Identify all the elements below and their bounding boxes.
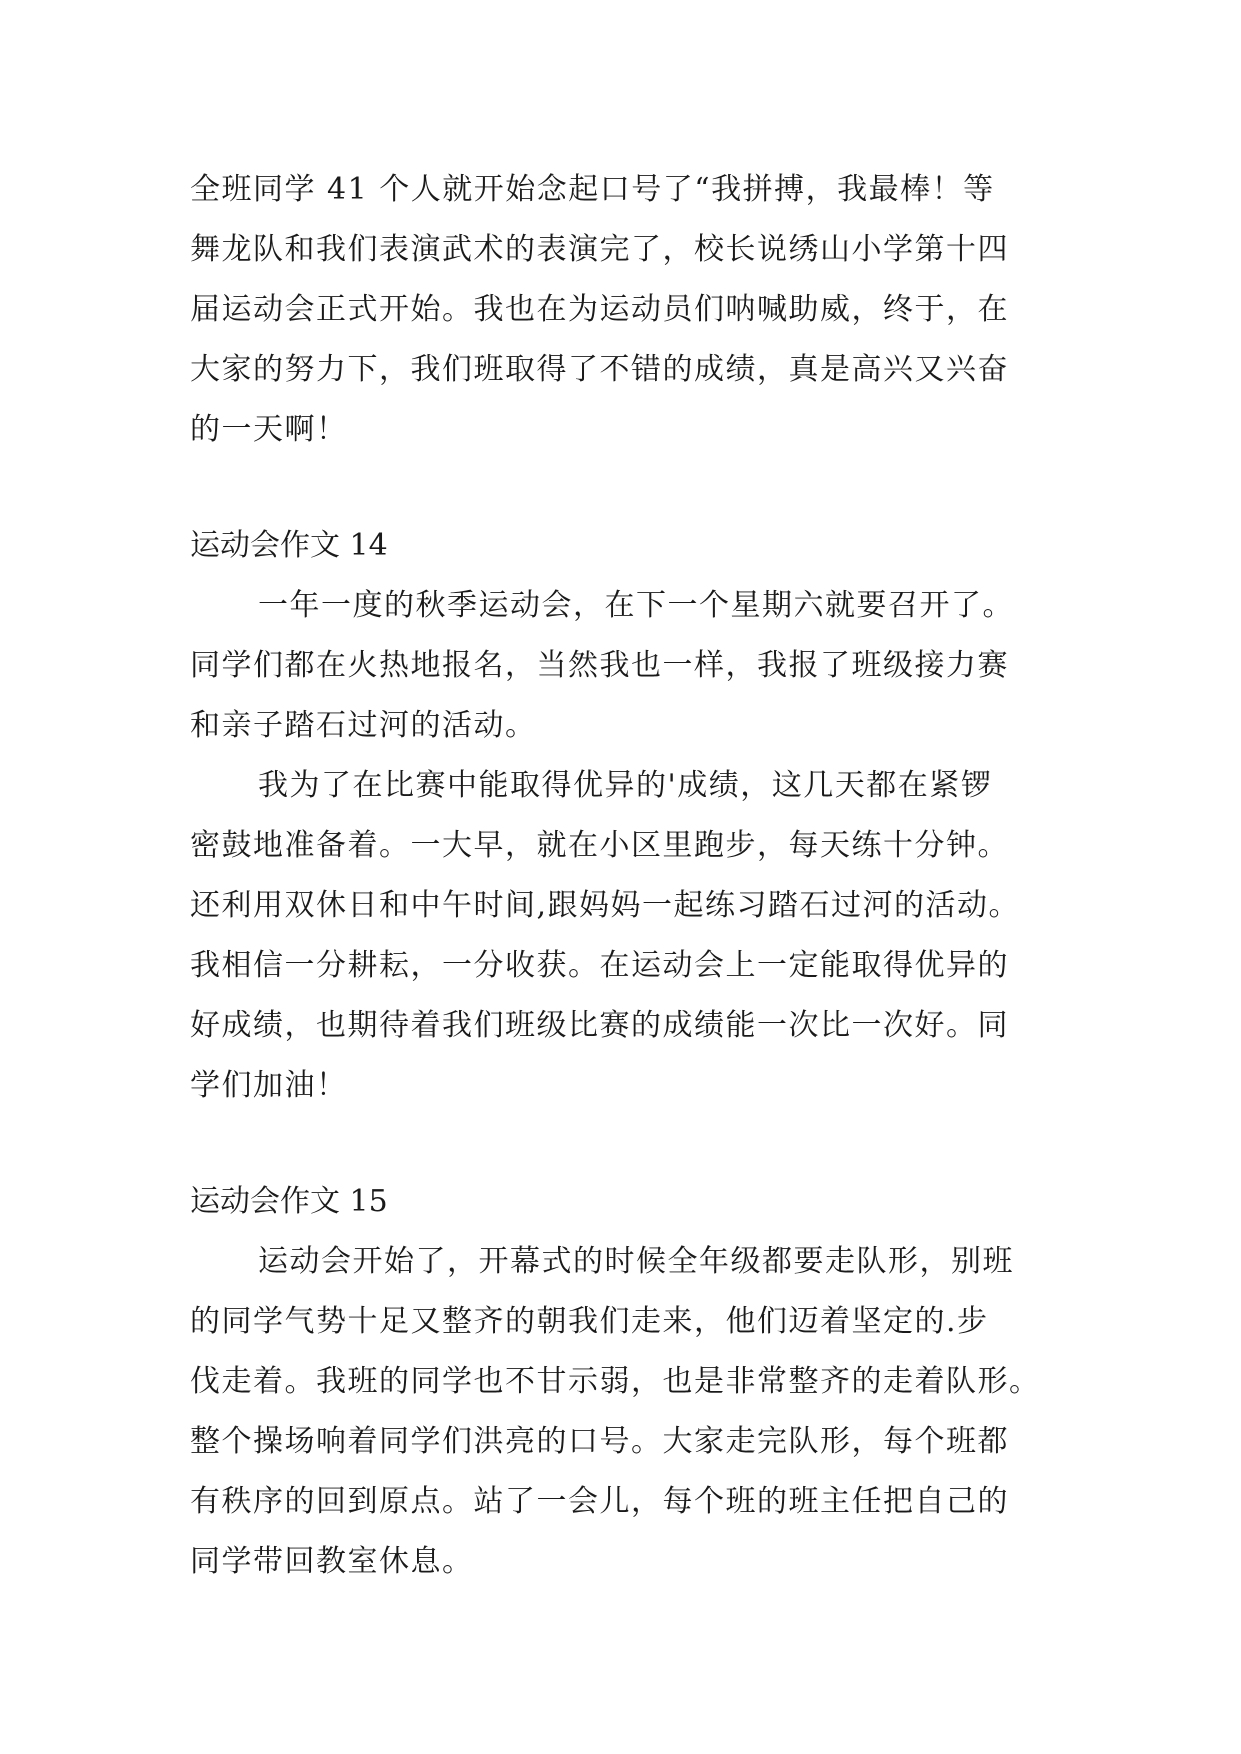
text-line: 一年一度的秋季运动会，在下一个星期六就要召开了。 [258,588,1014,623]
text-line: 大家的努力下，我们班取得了不错的成绩，真是高兴又兴奋 [190,352,1009,387]
text-line: 伐走着。我班的同学也不甘示弱，也是非常整齐的走着队形。 [190,1364,1041,1399]
section-gap [190,1116,1060,1172]
paragraph [190,576,1060,756]
text-line: 还利用双休日和中午时间,跟妈妈一起练习踏石过河的活动。 [190,888,1021,923]
text-line: 好成绩，也期待着我们班级比赛的成绩能一次比一次好。同 [190,1008,1009,1043]
text-line: 和亲子踏石过河的活动。 [190,708,537,743]
text-line: 我为了在比赛中能取得优异的'成绩，这几天都在紧锣 [258,768,993,803]
essay-13-ending [190,160,1060,460]
text-line: 有秩序的回到原点。站了一会儿，每个班的班主任把自己的 [190,1484,1009,1519]
essay-14 [190,516,1060,1116]
essay-title: 运动会作文 14 [190,528,388,563]
text-line: 整个操场响着同学们洪亮的口号。大家走完队形，每个班都 [190,1424,1009,1459]
paragraph [190,756,1060,1116]
text-line: 届运动会正式开始。我也在为运动员们呐喊助威，终于，在 [190,292,1009,327]
text-line: 同学带回教室休息。 [190,1544,474,1579]
essay-15 [190,1172,1060,1592]
text-line: 同学们都在火热地报名，当然我也一样，我报了班级接力赛 [190,648,1009,683]
text-line: 学们加油！ [190,1068,348,1103]
text-line: 的同学气势十足又整齐的朝我们走来，他们迈着坚定的.步 [190,1304,989,1339]
text-line: 密鼓地准备着。一大早，就在小区里跑步，每天练十分钟。 [190,828,1009,863]
paragraph [190,1232,1060,1592]
section-gap [190,460,1060,516]
document-page [190,160,1060,1592]
text-line: 舞龙队和我们表演武术的表演完了，校长说绣山小学第十四 [190,232,1009,267]
text-line: 我相信一分耕耘，一分收获。在运动会上一定能取得优异的 [190,948,1009,983]
text-line: 的一天啊！ [190,412,348,447]
essay-title: 运动会作文 15 [190,1184,388,1219]
text-line: 运动会开始了，开幕式的时候全年级都要走队形，别班 [258,1244,1014,1279]
text-line: 全班同学 41 个人就开始念起口号了“我拼搏，我最棒！等 [190,172,995,207]
